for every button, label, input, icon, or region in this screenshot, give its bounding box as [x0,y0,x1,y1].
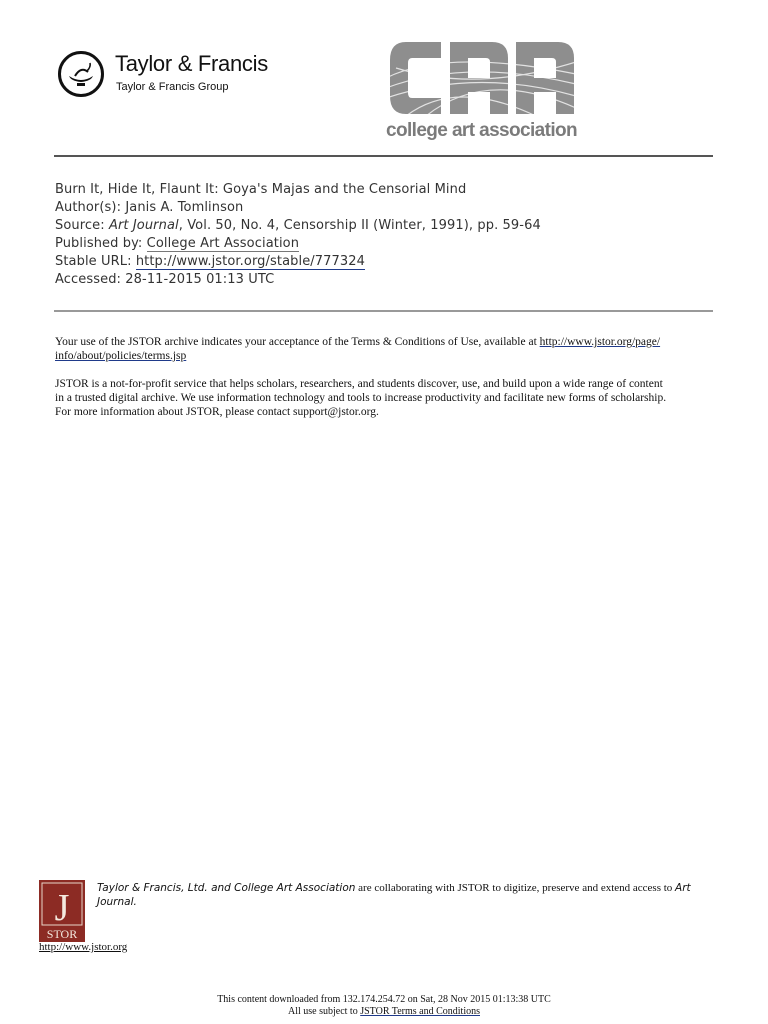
caa-logo [382,38,582,148]
publisher-group: Taylor & Francis Group [116,81,229,93]
terms-text: Your use of the JSTOR archive indicates your acceptance of the Terms & Conditions of Use, available at [55,336,537,348]
author-name: Janis A. Tomlinson [125,200,244,215]
terms-footer-prefix: All use subject to [288,1006,361,1017]
author-line [55,200,243,215]
collaboration-journal-1: Art [675,882,691,894]
divider-middle [54,310,713,312]
publisher-link[interactable]: College Art Association [146,236,300,251]
source-line [55,218,541,233]
download-footer [0,994,768,1018]
about-paragraph [55,377,715,419]
collaborating-partners: Taylor & Francis, Ltd. and College Art Association [97,882,356,894]
about-line-1: JSTOR is a not-for-profit service that helps scholars, researchers, and students discover, use, and build upon a wide range of content [55,378,663,390]
author-label: Author(s): [55,200,122,215]
collaboration-journal-2: Journal. [97,896,137,908]
stable-url-link[interactable]: http://www.jstor.org/stable/777324 [135,254,366,269]
download-info: This content downloaded from 132.174.254.72 on Sat, 28 Nov 2015 01:13:38 UTC [217,994,551,1005]
divider-top [54,155,713,157]
accessed-line [55,272,274,287]
stable-url-label: Stable URL: [55,254,132,269]
article-title: Burn It, Hide It, Flaunt It: Goya's Majas and the Censorial Mind [55,182,467,197]
stable-url-line [55,254,365,269]
source-details: , Vol. 50, No. 4, Censorship II (Winter, 1991), pp. 59-64 [178,218,541,233]
jstor-logo-letter: J [54,887,70,929]
caa-subtitle: college art association [386,120,578,141]
jstor-home-link[interactable]: http://www.jstor.org [39,941,128,953]
publisher-line [55,236,299,251]
published-label: Published by: [55,236,143,251]
jstor-logo [39,880,85,942]
accessed-date: 28-11-2015 01:13 UTC [125,272,275,287]
terms-link-part1[interactable]: http://www.jstor.org/page/ [539,336,661,348]
terms-paragraph [55,335,715,363]
about-line-2: in a trusted digital archive. We use information technology and tools to increase productivity and facilitate new forms of scholarship. [55,392,667,404]
journal-name: Art Journal [108,218,179,233]
lamp-icon [58,51,104,97]
accessed-label: Accessed: [55,272,122,287]
about-line-3: For more information about JSTOR, please contact support@jstor.org. [55,406,379,418]
terms-footer-line [0,1006,768,1018]
taylor-francis-logo [58,48,278,102]
source-label: Source: [55,218,105,233]
collaboration-text: are collaborating with JSTOR to digitize, preserve and extend access to [355,882,676,894]
publisher-name: Taylor & Francis [115,51,268,76]
terms-link-part2[interactable]: info/about/policies/terms.jsp [55,350,187,362]
terms-footer-link[interactable]: JSTOR Terms and Conditions [360,1006,480,1017]
jstor-logo-word: STOR [46,927,78,941]
collaboration-statement [97,881,727,909]
caa-letters-graphic [386,38,576,118]
